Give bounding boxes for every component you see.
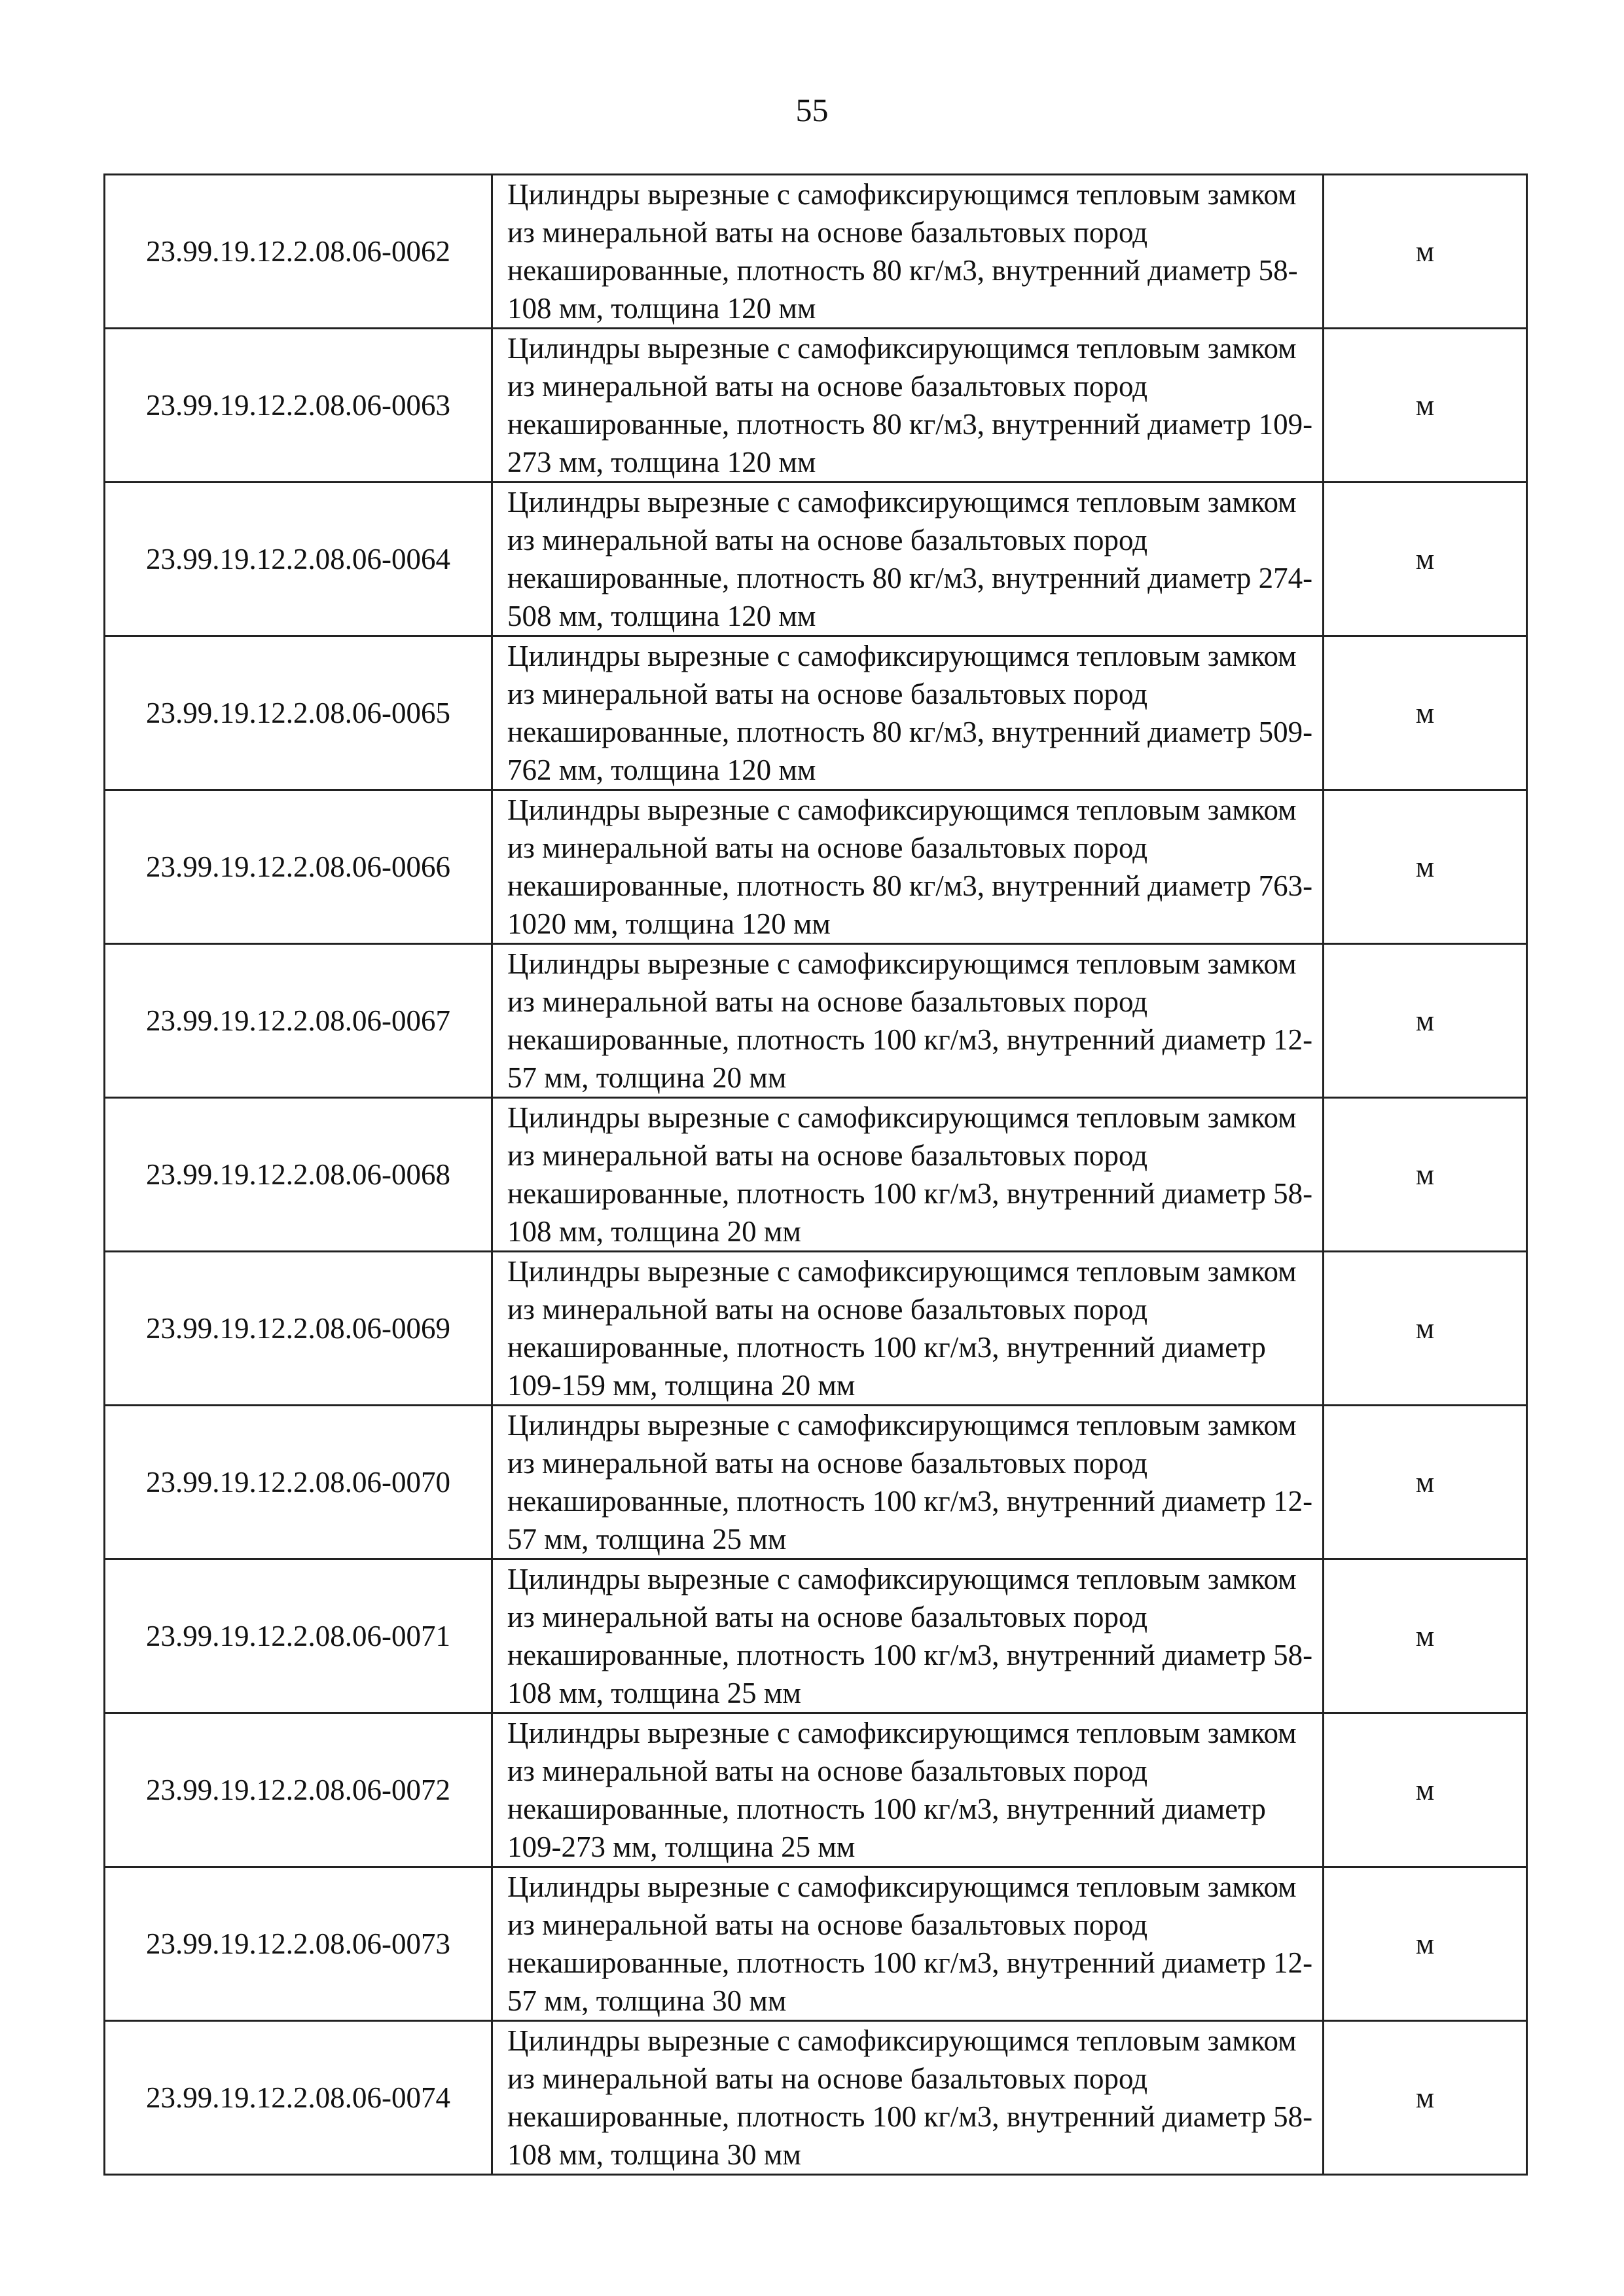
resource-description-text: Цилиндры вырезные с самофиксирующимся тепловым замком из минеральной ваты на основе базальтовых пород некашированные, плотность 80 кг/м3, внутренний диаметр 274-508 мм, толщина 120 мм: [507, 486, 1313, 632]
resource-description: [492, 483, 1324, 636]
resource-description: [492, 2021, 1324, 2175]
table-row: [105, 790, 1527, 944]
resource-code: 23.99.19.12.2.08.06-0071: [105, 1559, 492, 1713]
unit-of-measure: м: [1324, 1252, 1527, 1406]
resource-code: 23.99.19.12.2.08.06-0070: [105, 1406, 492, 1559]
unit-of-measure: м: [1324, 790, 1527, 944]
resource-code: 23.99.19.12.2.08.06-0067: [105, 944, 492, 1098]
table-row: [105, 1559, 1527, 1713]
resource-table: [103, 173, 1528, 2176]
resource-description: [492, 175, 1324, 329]
resource-description-text: Цилиндры вырезные с самофиксирующимся тепловым замком из минеральной ваты на основе базальтовых пород некашированные, плотность 100 кг/м3, внутренний диаметр 12-57 мм, толщина 25 мм: [507, 1409, 1313, 1556]
table-row: [105, 1098, 1527, 1252]
resource-code: 23.99.19.12.2.08.06-0066: [105, 790, 492, 944]
resource-description-text: Цилиндры вырезные с самофиксирующимся тепловым замком из минеральной ваты на основе базальтовых пород некашированные, плотность 100 кг/м3, внутренний диаметр 58-108 мм, толщина 25 мм: [507, 1563, 1313, 1709]
resource-code: 23.99.19.12.2.08.06-0062: [105, 175, 492, 329]
resource-description: [492, 790, 1324, 944]
resource-description-text: Цилиндры вырезные с самофиксирующимся тепловым замком из минеральной ваты на основе базальтовых пород некашированные, плотность 100 кг/м3, внутренний диаметр 12-57 мм, толщина 30 мм: [507, 1870, 1313, 2017]
unit-of-measure: м: [1324, 1559, 1527, 1713]
resource-code: 23.99.19.12.2.08.06-0072: [105, 1713, 492, 1867]
resource-description-text: Цилиндры вырезные с самофиксирующимся тепловым замком из минеральной ваты на основе базальтовых пород некашированные, плотность 80 кг/м3, внутренний диаметр 763-1020 мм, толщина 120 мм: [507, 793, 1313, 940]
unit-of-measure: м: [1324, 1867, 1527, 2021]
unit-of-measure: м: [1324, 175, 1527, 329]
resource-code: 23.99.19.12.2.08.06-0064: [105, 483, 492, 636]
resource-description: [492, 1559, 1324, 1713]
resource-description: [492, 1713, 1324, 1867]
resource-code: 23.99.19.12.2.08.06-0074: [105, 2021, 492, 2175]
resource-code: 23.99.19.12.2.08.06-0063: [105, 329, 492, 483]
table-row: [105, 944, 1527, 1098]
table-row: [105, 1713, 1527, 1867]
resource-description-text: Цилиндры вырезные с самофиксирующимся тепловым замком из минеральной ваты на основе базальтовых пород некашированные, плотность 80 кг/м3, внутренний диаметр 58-108 мм, толщина 120 мм: [507, 178, 1298, 325]
resource-description-text: Цилиндры вырезные с самофиксирующимся тепловым замком из минеральной ваты на основе базальтовых пород некашированные, плотность 80 кг/м3, внутренний диаметр 109-273 мм, толщина 120 мм: [507, 332, 1313, 479]
unit-of-measure: м: [1324, 1713, 1527, 1867]
resource-code: 23.99.19.12.2.08.06-0068: [105, 1098, 492, 1252]
resource-description-text: Цилиндры вырезные с самофиксирующимся тепловым замком из минеральной ваты на основе базальтовых пород некашированные, плотность 80 кг/м3, внутренний диаметр 509-762 мм, толщина 120 мм: [507, 640, 1313, 786]
page-number: 55: [795, 92, 829, 128]
unit-of-measure: м: [1324, 944, 1527, 1098]
resource-code: 23.99.19.12.2.08.06-0073: [105, 1867, 492, 2021]
resource-description: [492, 1867, 1324, 2021]
resource-description: [492, 636, 1324, 790]
table-row: [105, 175, 1527, 329]
resource-description: [492, 944, 1324, 1098]
table-row: [105, 1406, 1527, 1559]
resource-code: 23.99.19.12.2.08.06-0069: [105, 1252, 492, 1406]
unit-of-measure: м: [1324, 483, 1527, 636]
resource-description: [492, 329, 1324, 483]
table-row: [105, 1252, 1527, 1406]
resource-description-text: Цилиндры вырезные с самофиксирующимся тепловым замком из минеральной ваты на основе базальтовых пород некашированные, плотность 100 кг/м3, внутренний диаметр 58-108 мм, толщина 30 мм: [507, 2024, 1313, 2171]
resource-description-text: Цилиндры вырезные с самофиксирующимся тепловым замком из минеральной ваты на основе базальтовых пород некашированные, плотность 100 кг/м3, внутренний диаметр 58-108 мм, толщина 20 мм: [507, 1101, 1313, 1248]
resource-description-text: Цилиндры вырезные с самофиксирующимся тепловым замком из минеральной ваты на основе базальтовых пород некашированные, плотность 100 кг/м3, внутренний диаметр 12-57 мм, толщина 20 мм: [507, 947, 1313, 1094]
unit-of-measure: м: [1324, 1098, 1527, 1252]
resource-description: [492, 1406, 1324, 1559]
unit-of-measure: м: [1324, 1406, 1527, 1559]
table-body: [105, 175, 1527, 2175]
table-row: [105, 636, 1527, 790]
unit-of-measure: м: [1324, 636, 1527, 790]
resource-description: [492, 1252, 1324, 1406]
resource-description-text: Цилиндры вырезные с самофиксирующимся тепловым замком из минеральной ваты на основе базальтовых пород некашированные, плотность 100 кг/м3, внутренний диаметр 109-273 мм, толщина 25 мм: [507, 1717, 1297, 1863]
resource-code: 23.99.19.12.2.08.06-0065: [105, 636, 492, 790]
unit-of-measure: м: [1324, 2021, 1527, 2175]
table-row: [105, 2021, 1527, 2175]
resource-description: [492, 1098, 1324, 1252]
resource-description-text: Цилиндры вырезные с самофиксирующимся тепловым замком из минеральной ваты на основе базальтовых пород некашированные, плотность 100 кг/м3, внутренний диаметр 109-159 мм, толщина 20 мм: [507, 1255, 1297, 1402]
table-row: [105, 329, 1527, 483]
table-row: [105, 1867, 1527, 2021]
unit-of-measure: м: [1324, 329, 1527, 483]
table-row: [105, 483, 1527, 636]
